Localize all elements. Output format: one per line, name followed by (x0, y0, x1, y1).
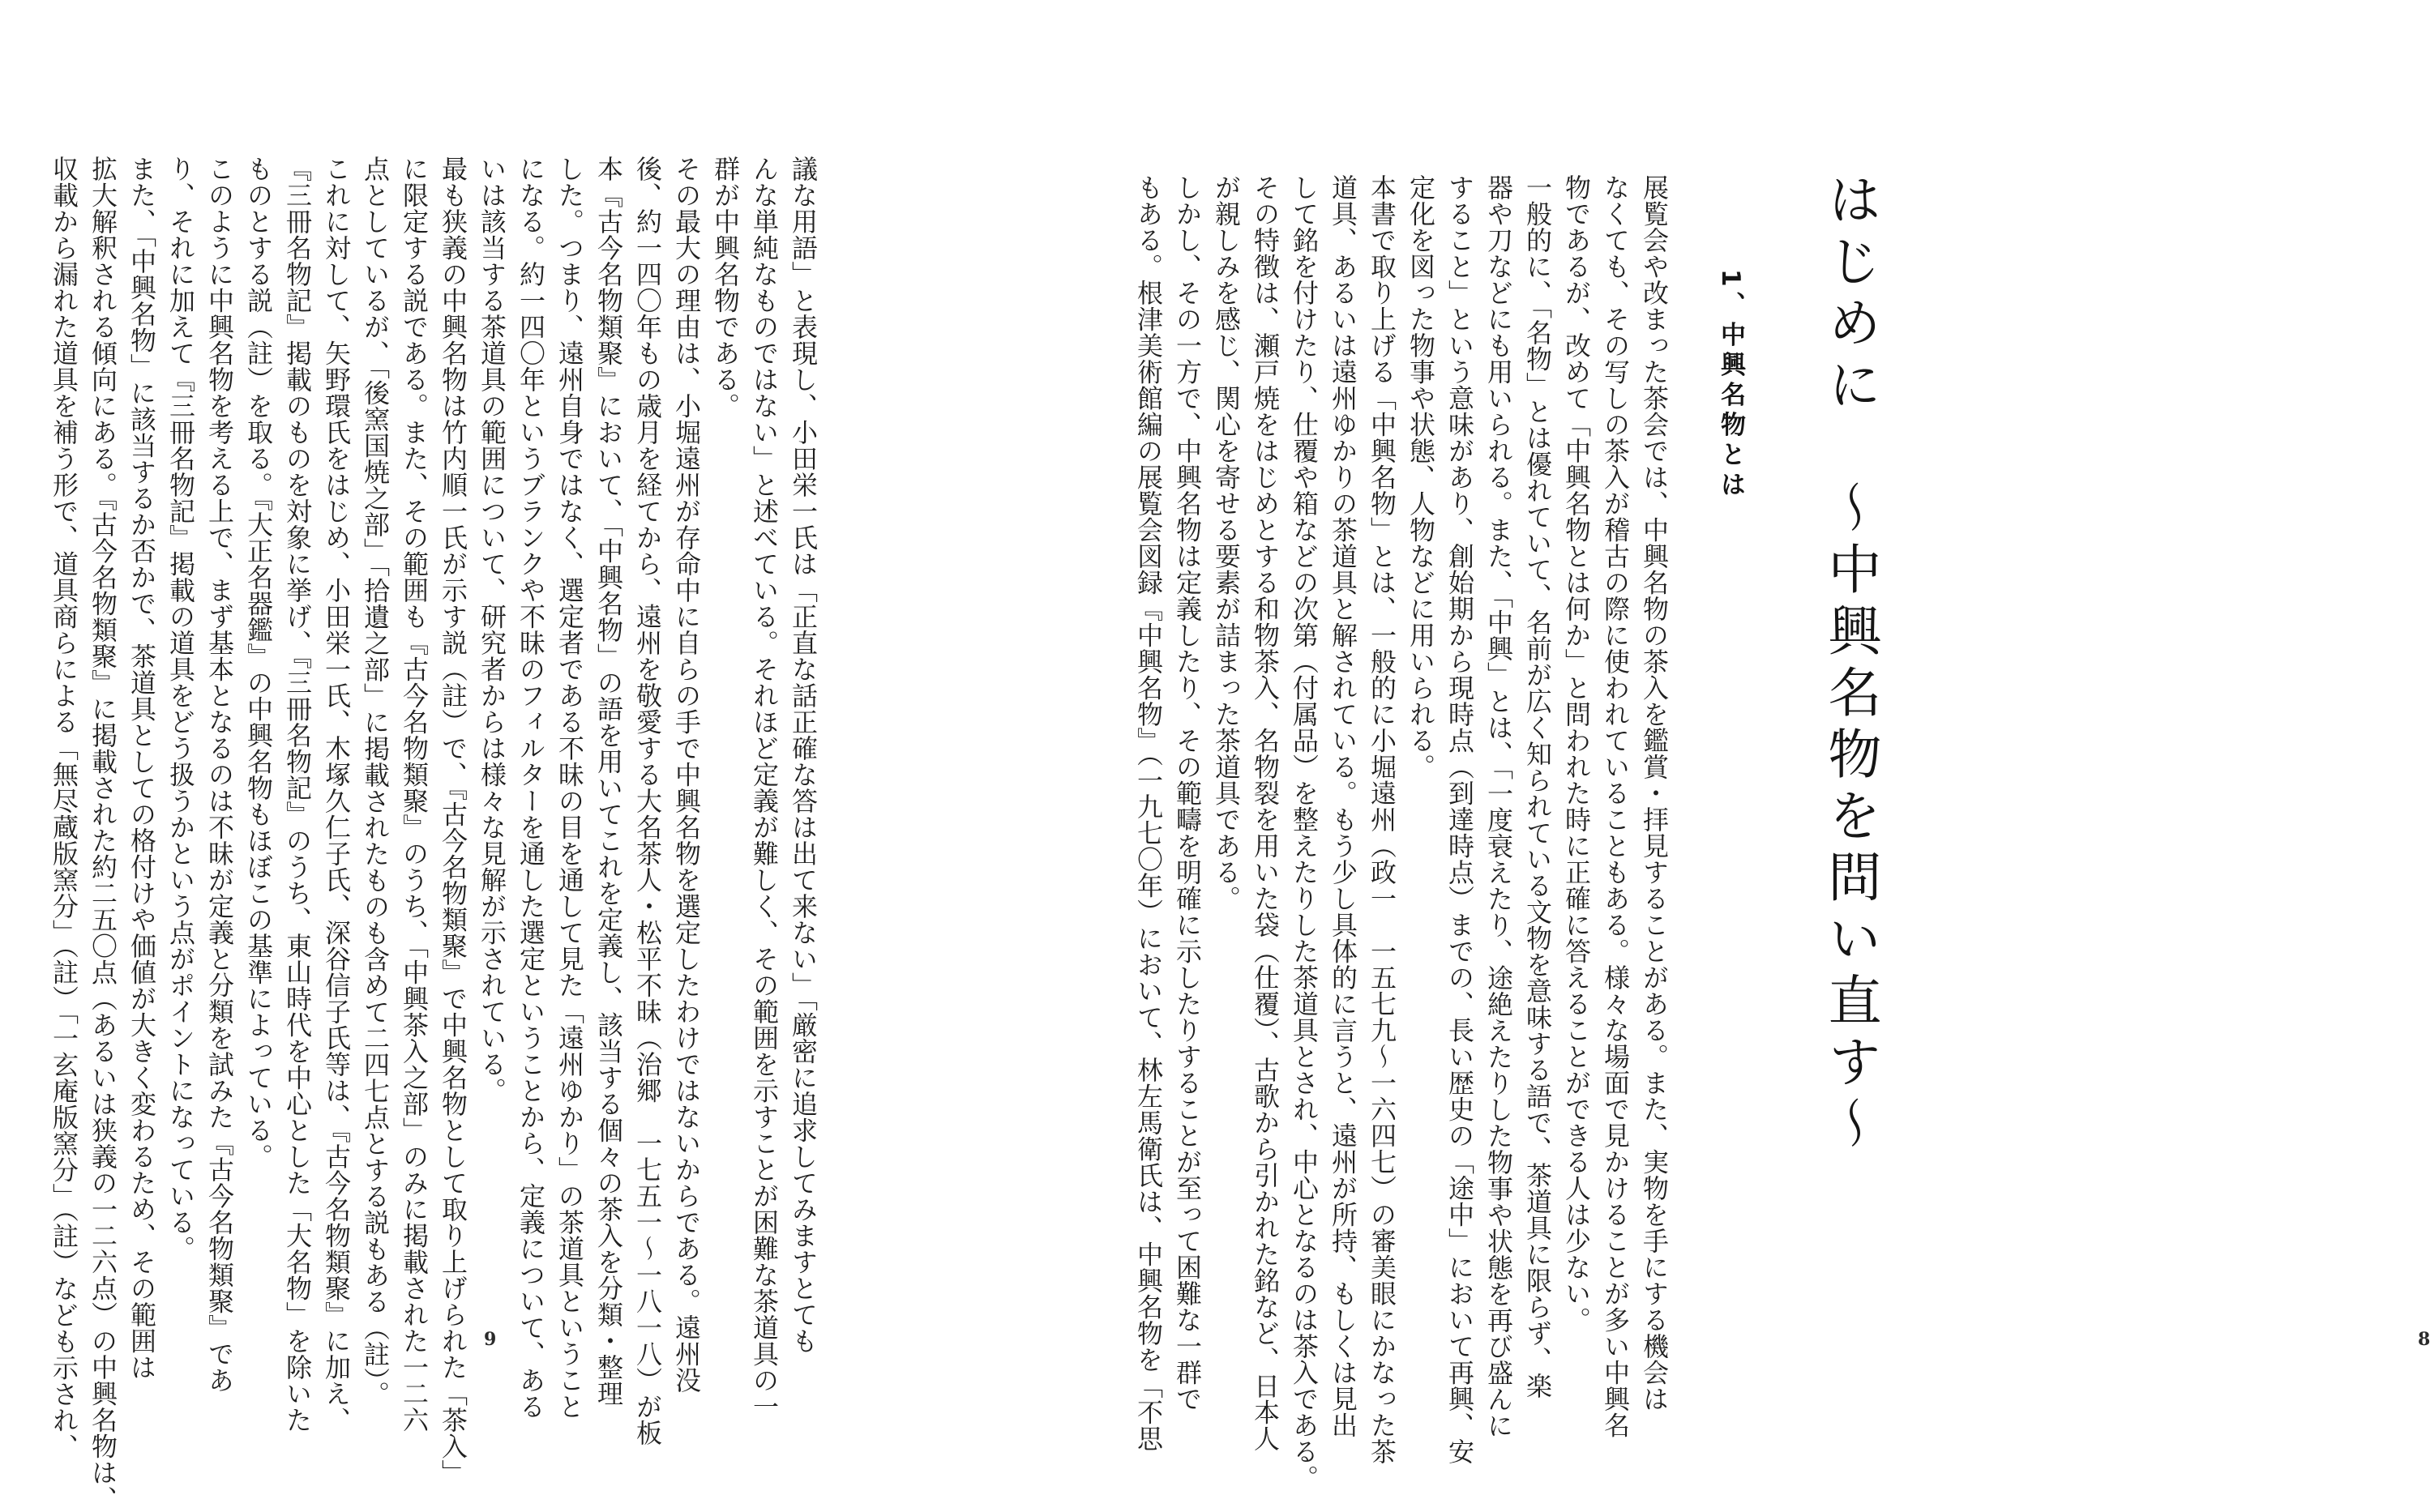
text-line: これに対して、矢野環氏をはじめ、小田栄一氏、木塚久仁子氏、深谷信子氏等は、『古今名物類聚』に加え、 (321, 156, 352, 1433)
chapter-title: はじめに 〜中興名物を問い直す〜 (1819, 172, 1881, 1157)
text-line: に限定する説である。また、その範囲も『古今名物類聚』のうち、「中興茶入之部」のみに掲載された一二六 (399, 156, 430, 1433)
text-line: なくても、その写しの茶入が稽古の際に使われていることもある。様々な場面で見かけることが多い中興名 (1600, 174, 1631, 1438)
right-page-body (1129, 174, 1674, 1491)
text-line: 収載から漏れた道具を補う形で、道具商らによる「無尽蔵版窯分」（註）「一玄庵版窯分」（註）なども示され、 (49, 156, 79, 1460)
text-line: 拡大解釈される傾向にある。『古今名物類聚』に掲載された約二五〇点（あるいは狭義の一二六点）の中興名物は、 (88, 156, 118, 1512)
text-line: 定化を図った物事や状態、人物などに用いられる。 (1405, 174, 1436, 780)
right-page (973, 0, 2430, 1491)
text-line: このように中興名物を考える上で、まず基本となるのは不昧が定義と分類を試みた『古今名物類聚』であ (204, 156, 235, 1394)
text-line: 『三冊名物記』掲載のものを対象に挙げ、『三冊名物記』のうち、東山時代を中心とした「大名物」を除いた (282, 156, 313, 1433)
text-line: になる。約一四〇年というブランクや不昧のフィルターを通した選定ということから、定義について、ある (516, 156, 546, 1420)
text-line: 展覧会や改まった茶会では、中興名物の茶入を鑑賞・拝見することがある。また、実物を手にする機会は (1639, 174, 1670, 1412)
section-heading: 1、中興名物とは (1716, 269, 1745, 502)
text-line: 器や刀などにも用いられる。また、「中興」とは、「一度衰えたり、途絶えたりした物事や状態を再び盛んに (1483, 174, 1514, 1439)
text-line: 点としているが、「後窯国焼之部」「拾遺之部」に掲載されたものも含めて二四七点とする説もある（註）。 (360, 156, 391, 1407)
text-line: 物であるが、改めて「中興名物とは何か」と問われた時に正確に答えることができる人は少ない。 (1561, 174, 1592, 1333)
left-page-body (45, 156, 823, 1512)
page-number-left: 9 (484, 1329, 497, 1350)
text-line: また、「中興名物」に該当するか否かで、茶道具としての格付けや価値が大きく変わるため、その範囲は (126, 156, 157, 1381)
text-line: ものとする説（註）を取る。『大正名器鑑』の中興名物もほぼこの基準によっている。 (243, 156, 274, 1170)
text-line: した。つまり、遠州自身ではなく、選定者である不昧の目を通して見た「遠州ゆかり」の茶道具ということ (554, 156, 585, 1420)
text-line: んな単純なものではない」と述べている。それほど定義が難しく、その範囲を示すことが困難な茶道具の一 (749, 156, 780, 1420)
text-line: その最大の理由は、小堀遠州が存命中に自らの手で中興名物を選定したわけではないからである。遠州没 (671, 156, 702, 1394)
left-page (0, 0, 973, 1512)
text-line: 議な用語」と表現し、小田栄一氏は「正直な話正確な答は出て来ない」「厳密に追求してみますとても (788, 156, 819, 1354)
text-line: り、それに加えて『三冊名物記』掲載の道具をどう扱うかという点がポイントになっている。 (165, 156, 196, 1262)
text-line: すること」という意味があり、創始期から現時点（到達時点）までの、長い歴史の「途中」において再興、安 (1444, 174, 1475, 1465)
text-line: 後、約一四〇年もの歳月を経てから、遠州を敬愛する大名茶人・松平不昧（治郷 一七五一〜一八一八）が板 (632, 156, 663, 1446)
text-line: その特徴は、瀬戸焼をはじめとする和物茶入、名物裂を用いた袋（仕覆）、古歌から引かれた銘など、日本人 (1250, 174, 1281, 1452)
text-line: 群が中興名物である。 (710, 156, 741, 419)
text-line: 一般的に、「名物」とは優れていて、名前が広く知られている文物を意味する語で、茶道具に限らず、楽 (1522, 174, 1553, 1399)
text-line: が親しみを感じ、関心を寄せる要素が詰まった茶道具である。 (1211, 174, 1242, 912)
text-line: いは該当する茶道具の範囲について、研究者からは様々な見解が示されている。 (477, 156, 507, 1104)
text-line: 本書で取り上げる「中興名物」とは、一般的に小堀遠州（政一 一五七九〜一六四七）の審美眼にかなった茶 (1367, 174, 1397, 1465)
text-line: 道具、あるいは遠州ゆかりの茶道具と解されている。もう少し具体的に言うと、遠州が所持、もしくは見出 (1328, 174, 1358, 1438)
text-line: 最も狭義の中興名物は竹内順一氏が示す説（註）で、『古今名物類聚』で中興名物として取り上げられた「茶入」 (438, 156, 468, 1486)
text-line: して銘を付けたり、仕覆や箱などの次第（付属品）を整えたりした茶道具とされ、中心となるのは茶入である。 (1289, 174, 1320, 1491)
text-line: しかし、その一方で、中興名物は定義したり、その範疇を明確に示したりすることが至って困難な一群で (1172, 174, 1203, 1412)
text-line: 本『古今名物類聚』において、「中興名物」の語を用いてこれを定義し、該当する個々の茶入を分類・整理 (593, 156, 624, 1407)
page-number-right: 8 (2418, 1329, 2430, 1350)
text-line: もある。根津美術館編の展覧会図録『中興名物』（一九七〇年）において、林左馬衛氏は、中興名物を「不思 (1133, 174, 1164, 1452)
